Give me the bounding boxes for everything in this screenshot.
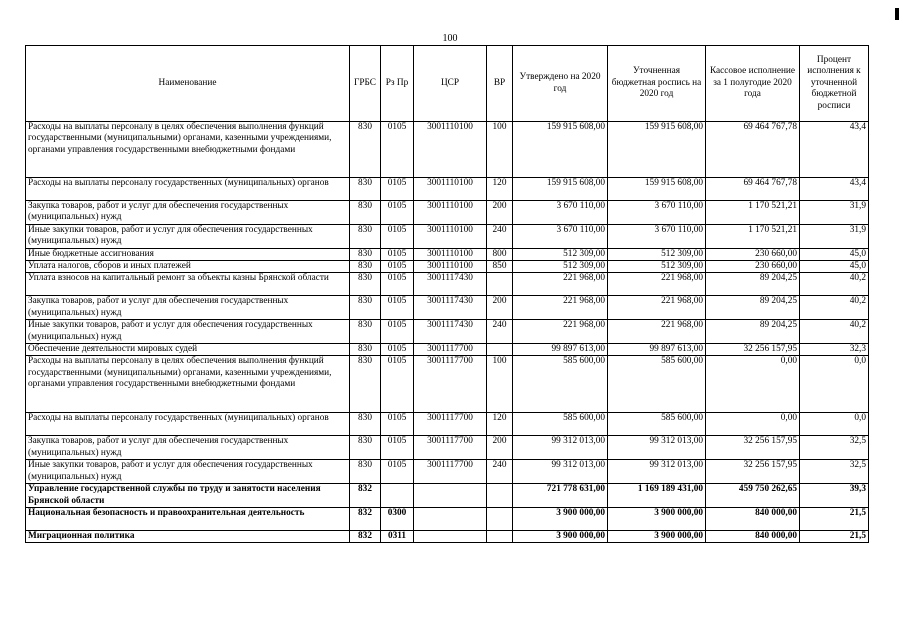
row-percent-cell: 31,9 xyxy=(800,201,869,225)
row-refined-cell: 221 968,00 xyxy=(608,320,706,344)
table-row xyxy=(26,248,869,260)
row-executed-cell: 230 660,00 xyxy=(706,248,800,260)
row-rzpr-cell: 0105 xyxy=(381,178,414,201)
row-name-cell: Миграционная политика xyxy=(26,530,350,542)
row-percent-cell: 32,3 xyxy=(800,344,869,356)
row-percent-cell: 32,5 xyxy=(800,436,869,460)
row-grbs-cell: 830 xyxy=(350,320,381,344)
row-rzpr-cell: 0105 xyxy=(381,296,414,320)
row-refined-cell: 3 670 110,00 xyxy=(608,201,706,225)
row-csr-cell: 3001117700 xyxy=(414,460,487,484)
row-name-cell: Иные закупки товаров, работ и услуг для обеспечения государственных (муниципальных) нужд xyxy=(26,224,350,248)
row-vr-cell: 240 xyxy=(487,460,513,484)
row-approved-cell: 159 915 608,00 xyxy=(513,178,608,201)
row-vr-cell xyxy=(487,507,513,530)
row-name-cell: Расходы на выплаты персоналу государственных (муниципальных) органов xyxy=(26,413,350,436)
row-vr-cell: 200 xyxy=(487,201,513,225)
row-vr-cell xyxy=(487,530,513,542)
table-row xyxy=(26,460,869,484)
row-approved-cell: 3 900 000,00 xyxy=(513,507,608,530)
row-percent-cell: 0,0 xyxy=(800,413,869,436)
table-row xyxy=(26,507,869,530)
row-name-cell: Управление государственной службы по труду и занятости населения Брянской области xyxy=(26,484,350,508)
row-executed-cell: 32 256 157,95 xyxy=(706,344,800,356)
row-vr-cell xyxy=(487,273,513,296)
row-csr-cell: 3001110100 xyxy=(414,122,487,178)
row-executed-cell: 32 256 157,95 xyxy=(706,460,800,484)
row-percent-cell: 45,0 xyxy=(800,248,869,260)
row-grbs-cell: 830 xyxy=(350,296,381,320)
row-grbs-cell: 830 xyxy=(350,122,381,178)
row-vr-cell: 240 xyxy=(487,320,513,344)
row-refined-cell: 99 312 013,00 xyxy=(608,436,706,460)
row-csr-cell: 3001117430 xyxy=(414,273,487,296)
row-percent-cell: 40,2 xyxy=(800,320,869,344)
page-number: 100 xyxy=(442,33,458,44)
row-refined-cell: 512 309,00 xyxy=(608,261,706,273)
row-executed-cell: 840 000,00 xyxy=(706,530,800,542)
row-grbs-cell: 832 xyxy=(350,484,381,508)
row-grbs-cell: 830 xyxy=(350,273,381,296)
row-name-cell: Иные бюджетные ассигнования xyxy=(26,248,350,260)
row-refined-cell: 3 670 110,00 xyxy=(608,224,706,248)
row-approved-cell: 585 600,00 xyxy=(513,356,608,413)
row-name-cell: Иные закупки товаров, работ и услуг для обеспечения государственных (муниципальных) нужд xyxy=(26,460,350,484)
row-percent-cell: 31,9 xyxy=(800,224,869,248)
table-row xyxy=(26,296,869,320)
row-csr-cell: 3001110100 xyxy=(414,248,487,260)
row-grbs-cell: 830 xyxy=(350,413,381,436)
row-percent-cell: 40,2 xyxy=(800,296,869,320)
row-grbs-cell: 830 xyxy=(350,178,381,201)
row-vr-cell: 800 xyxy=(487,248,513,260)
table-row xyxy=(26,530,869,542)
row-refined-cell: 159 915 608,00 xyxy=(608,178,706,201)
row-name-cell: Иные закупки товаров, работ и услуг для обеспечения государственных (муниципальных) нужд xyxy=(26,320,350,344)
row-rzpr-cell: 0105 xyxy=(381,201,414,225)
table-row xyxy=(26,344,869,356)
table-row xyxy=(26,178,869,201)
row-approved-cell: 99 897 613,00 xyxy=(513,344,608,356)
row-percent-cell: 45,0 xyxy=(800,261,869,273)
table-row xyxy=(26,201,869,225)
row-approved-cell: 221 968,00 xyxy=(513,296,608,320)
row-csr-cell: 3001110100 xyxy=(414,201,487,225)
row-vr-cell: 120 xyxy=(487,178,513,201)
row-csr-cell xyxy=(414,530,487,542)
row-name-cell: Закупка товаров, работ и услуг для обеспечения государственных (муниципальных) нужд xyxy=(26,296,350,320)
row-vr-cell: 120 xyxy=(487,413,513,436)
row-approved-cell: 512 309,00 xyxy=(513,261,608,273)
row-grbs-cell: 830 xyxy=(350,224,381,248)
scan-edge-mark xyxy=(895,8,899,20)
row-grbs-cell: 832 xyxy=(350,507,381,530)
row-rzpr-cell: 0105 xyxy=(381,356,414,413)
row-rzpr-cell: 0105 xyxy=(381,261,414,273)
row-grbs-cell: 830 xyxy=(350,248,381,260)
table-row xyxy=(26,122,869,178)
row-executed-cell: 89 204,25 xyxy=(706,320,800,344)
table-row xyxy=(26,436,869,460)
row-csr-cell: 3001117700 xyxy=(414,344,487,356)
row-rzpr-cell: 0105 xyxy=(381,413,414,436)
row-executed-cell: 840 000,00 xyxy=(706,507,800,530)
row-rzpr-cell: 0105 xyxy=(381,122,414,178)
row-refined-cell: 221 968,00 xyxy=(608,273,706,296)
row-refined-cell: 3 900 000,00 xyxy=(608,507,706,530)
row-rzpr-cell: 0105 xyxy=(381,344,414,356)
row-executed-cell: 0,00 xyxy=(706,356,800,413)
row-vr-cell: 240 xyxy=(487,224,513,248)
col-header-name: Наименование xyxy=(26,46,350,122)
row-name-cell: Расходы на выплаты персоналу государственных (муниципальных) органов xyxy=(26,178,350,201)
row-csr-cell: 3001110100 xyxy=(414,224,487,248)
table-row xyxy=(26,273,869,296)
row-refined-cell: 99 312 013,00 xyxy=(608,460,706,484)
row-percent-cell: 21,5 xyxy=(800,530,869,542)
header-row xyxy=(26,46,869,122)
col-header-executed: Кассовое исполнение за 1 полугодие 2020 года xyxy=(706,46,800,122)
row-executed-cell: 230 660,00 xyxy=(706,261,800,273)
row-grbs-cell: 830 xyxy=(350,436,381,460)
row-approved-cell: 512 309,00 xyxy=(513,248,608,260)
row-percent-cell: 21,5 xyxy=(800,507,869,530)
col-header-csr: ЦСР xyxy=(414,46,487,122)
table-row xyxy=(26,224,869,248)
row-refined-cell: 585 600,00 xyxy=(608,356,706,413)
row-refined-cell: 3 900 000,00 xyxy=(608,530,706,542)
col-header-grbs: ГРБС xyxy=(350,46,381,122)
row-vr-cell: 850 xyxy=(487,261,513,273)
table-row xyxy=(26,484,869,508)
row-executed-cell: 459 750 262,65 xyxy=(706,484,800,508)
row-vr-cell: 100 xyxy=(487,356,513,413)
row-rzpr-cell: 0105 xyxy=(381,460,414,484)
row-percent-cell: 0,0 xyxy=(800,356,869,413)
row-name-cell: Уплата налогов, сборов и иных платежей xyxy=(26,261,350,273)
table-row xyxy=(26,413,869,436)
row-csr-cell: 3001110100 xyxy=(414,261,487,273)
col-header-rzpr: Рз Пр xyxy=(381,46,414,122)
row-rzpr-cell xyxy=(381,484,414,508)
row-vr-cell: 200 xyxy=(487,296,513,320)
row-csr-cell xyxy=(414,507,487,530)
row-grbs-cell: 830 xyxy=(350,356,381,413)
col-header-percent: Процент исполнения к уточненной бюджетной росписи xyxy=(800,46,869,122)
row-name-cell: Закупка товаров, работ и услуг для обеспечения государственных (муниципальных) нужд xyxy=(26,201,350,225)
row-name-cell: Расходы на выплаты персоналу в целях обеспечения выполнения функций государственными (муниципальными) органами, казенными учреждениями, органами управления государственными внебюджетными фондами xyxy=(26,356,350,413)
row-executed-cell: 1 170 521,21 xyxy=(706,224,800,248)
row-name-cell: Уплата взносов на капитальный ремонт за объекты казны Брянской области xyxy=(26,273,350,296)
row-rzpr-cell: 0105 xyxy=(381,436,414,460)
row-approved-cell: 159 915 608,00 xyxy=(513,122,608,178)
row-approved-cell: 3 900 000,00 xyxy=(513,530,608,542)
row-csr-cell xyxy=(414,484,487,508)
row-approved-cell: 99 312 013,00 xyxy=(513,436,608,460)
row-approved-cell: 721 778 631,00 xyxy=(513,484,608,508)
row-vr-cell xyxy=(487,344,513,356)
row-csr-cell: 3001117430 xyxy=(414,296,487,320)
row-executed-cell: 0,00 xyxy=(706,413,800,436)
row-executed-cell: 89 204,25 xyxy=(706,273,800,296)
row-refined-cell: 99 897 613,00 xyxy=(608,344,706,356)
row-grbs-cell: 830 xyxy=(350,261,381,273)
row-vr-cell xyxy=(487,484,513,508)
row-approved-cell: 585 600,00 xyxy=(513,413,608,436)
col-header-vr: ВР xyxy=(487,46,513,122)
table-body xyxy=(26,122,869,543)
row-csr-cell: 3001117700 xyxy=(414,356,487,413)
row-rzpr-cell: 0105 xyxy=(381,224,414,248)
row-executed-cell: 69 464 767,78 xyxy=(706,178,800,201)
row-grbs-cell: 830 xyxy=(350,344,381,356)
row-grbs-cell: 830 xyxy=(350,460,381,484)
col-header-refined: Уточненная бюджетная роспись на 2020 год xyxy=(608,46,706,122)
col-header-approved: Утверждено на 2020 год xyxy=(513,46,608,122)
row-csr-cell: 3001117700 xyxy=(414,413,487,436)
row-executed-cell: 89 204,25 xyxy=(706,296,800,320)
row-executed-cell: 69 464 767,78 xyxy=(706,122,800,178)
row-percent-cell: 39,3 xyxy=(800,484,869,508)
row-csr-cell: 3001117700 xyxy=(414,436,487,460)
row-csr-cell: 3001117430 xyxy=(414,320,487,344)
row-csr-cell: 3001110100 xyxy=(414,178,487,201)
row-approved-cell: 99 312 013,00 xyxy=(513,460,608,484)
row-name-cell: Национальная безопасность и правоохранительная деятельность xyxy=(26,507,350,530)
row-refined-cell: 585 600,00 xyxy=(608,413,706,436)
row-refined-cell: 221 968,00 xyxy=(608,296,706,320)
row-percent-cell: 40,2 xyxy=(800,273,869,296)
row-rzpr-cell: 0105 xyxy=(381,273,414,296)
row-approved-cell: 221 968,00 xyxy=(513,273,608,296)
row-grbs-cell: 832 xyxy=(350,530,381,542)
row-approved-cell: 3 670 110,00 xyxy=(513,224,608,248)
row-executed-cell: 1 170 521,21 xyxy=(706,201,800,225)
row-name-cell: Расходы на выплаты персоналу в целях обеспечения выполнения функций государственными (муниципальными) органами, казенными учреждениями, органами управления государственными внебюджетными фондами xyxy=(26,122,350,178)
row-approved-cell: 3 670 110,00 xyxy=(513,201,608,225)
row-percent-cell: 43,4 xyxy=(800,178,869,201)
row-vr-cell: 100 xyxy=(487,122,513,178)
budget-execution-table xyxy=(25,45,869,543)
table-row xyxy=(26,320,869,344)
table-row xyxy=(26,261,869,273)
row-name-cell: Закупка товаров, работ и услуг для обеспечения государственных (муниципальных) нужд xyxy=(26,436,350,460)
row-refined-cell: 1 169 189 431,00 xyxy=(608,484,706,508)
row-approved-cell: 221 968,00 xyxy=(513,320,608,344)
row-executed-cell: 32 256 157,95 xyxy=(706,436,800,460)
row-rzpr-cell: 0311 xyxy=(381,530,414,542)
table-row xyxy=(26,356,869,413)
row-vr-cell: 200 xyxy=(487,436,513,460)
row-percent-cell: 43,4 xyxy=(800,122,869,178)
row-refined-cell: 159 915 608,00 xyxy=(608,122,706,178)
row-rzpr-cell: 0105 xyxy=(381,320,414,344)
row-grbs-cell: 830 xyxy=(350,201,381,225)
row-name-cell: Обеспечение деятельности мировых судей xyxy=(26,344,350,356)
row-percent-cell: 32,5 xyxy=(800,460,869,484)
row-rzpr-cell: 0300 xyxy=(381,507,414,530)
row-rzpr-cell: 0105 xyxy=(381,248,414,260)
row-refined-cell: 512 309,00 xyxy=(608,248,706,260)
